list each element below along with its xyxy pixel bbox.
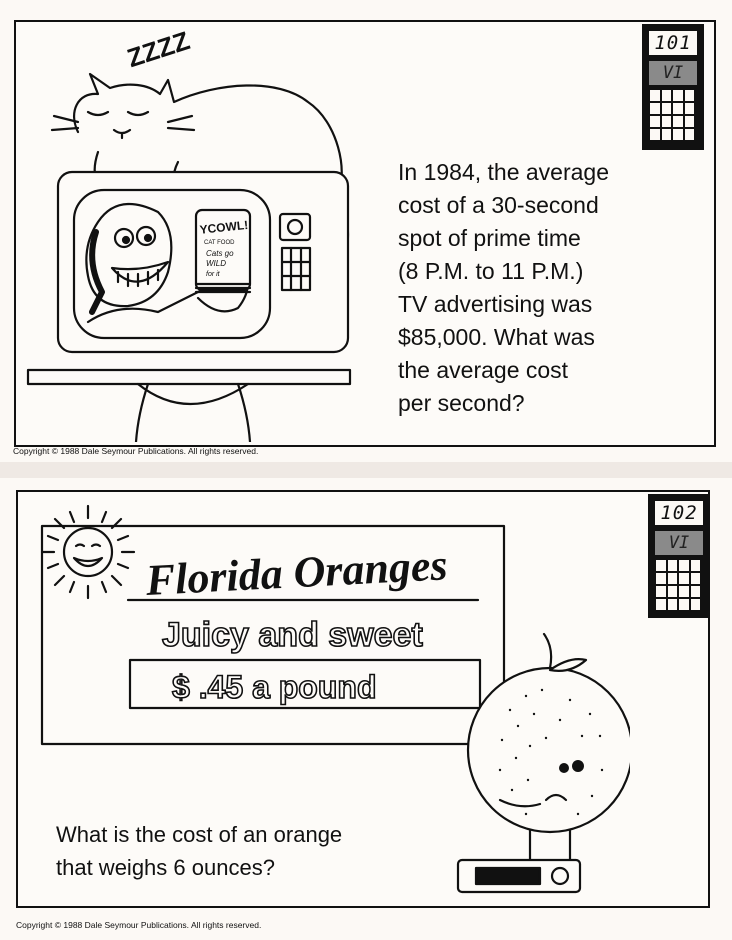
svg-text:WILD: WILD bbox=[206, 259, 226, 268]
calculator-badge bbox=[642, 24, 704, 150]
problem-number: 102 bbox=[654, 500, 704, 526]
sleep-zzz: ZZZZ bbox=[123, 25, 194, 74]
copyright-notice: Copyright © 1988 Dale Seymour Publications. All rights reserved. bbox=[16, 920, 262, 930]
sign-subtitle: Juicy and sweet bbox=[162, 616, 423, 654]
question-text: What is the cost of an orange that weighs 6 ounces? bbox=[56, 822, 343, 880]
svg-text:for it: for it bbox=[206, 271, 220, 278]
problem-card-101 bbox=[0, 0, 732, 462]
calculator-keys-icon bbox=[656, 560, 700, 610]
copyright-notice: Copyright © 1988 Dale Seymour Publications. All rights reserved. bbox=[13, 446, 259, 456]
problem-card-102 bbox=[0, 478, 732, 940]
svg-text:YCOWL!: YCOWL! bbox=[198, 217, 249, 237]
sign-price: $ .45 a pound bbox=[172, 669, 377, 705]
level-indicator: VI bbox=[648, 60, 698, 86]
question-text: In 1984, the average cost of a 30-second spot of prime time (8 P.M. to 11 P.M.) TV advertising was $85,000. What was the average cost per second? bbox=[398, 159, 609, 416]
level-indicator: VI bbox=[654, 530, 704, 556]
calculator-badge bbox=[648, 494, 710, 618]
tv-cat-illustration bbox=[18, 22, 378, 442]
svg-text:CAT FOOD: CAT FOOD bbox=[204, 240, 235, 246]
problem-number: 101 bbox=[648, 30, 698, 56]
svg-text:Cats go: Cats go bbox=[206, 249, 234, 258]
calculator-keys-icon bbox=[650, 90, 694, 140]
sign-title: Florida Oranges bbox=[144, 540, 449, 605]
